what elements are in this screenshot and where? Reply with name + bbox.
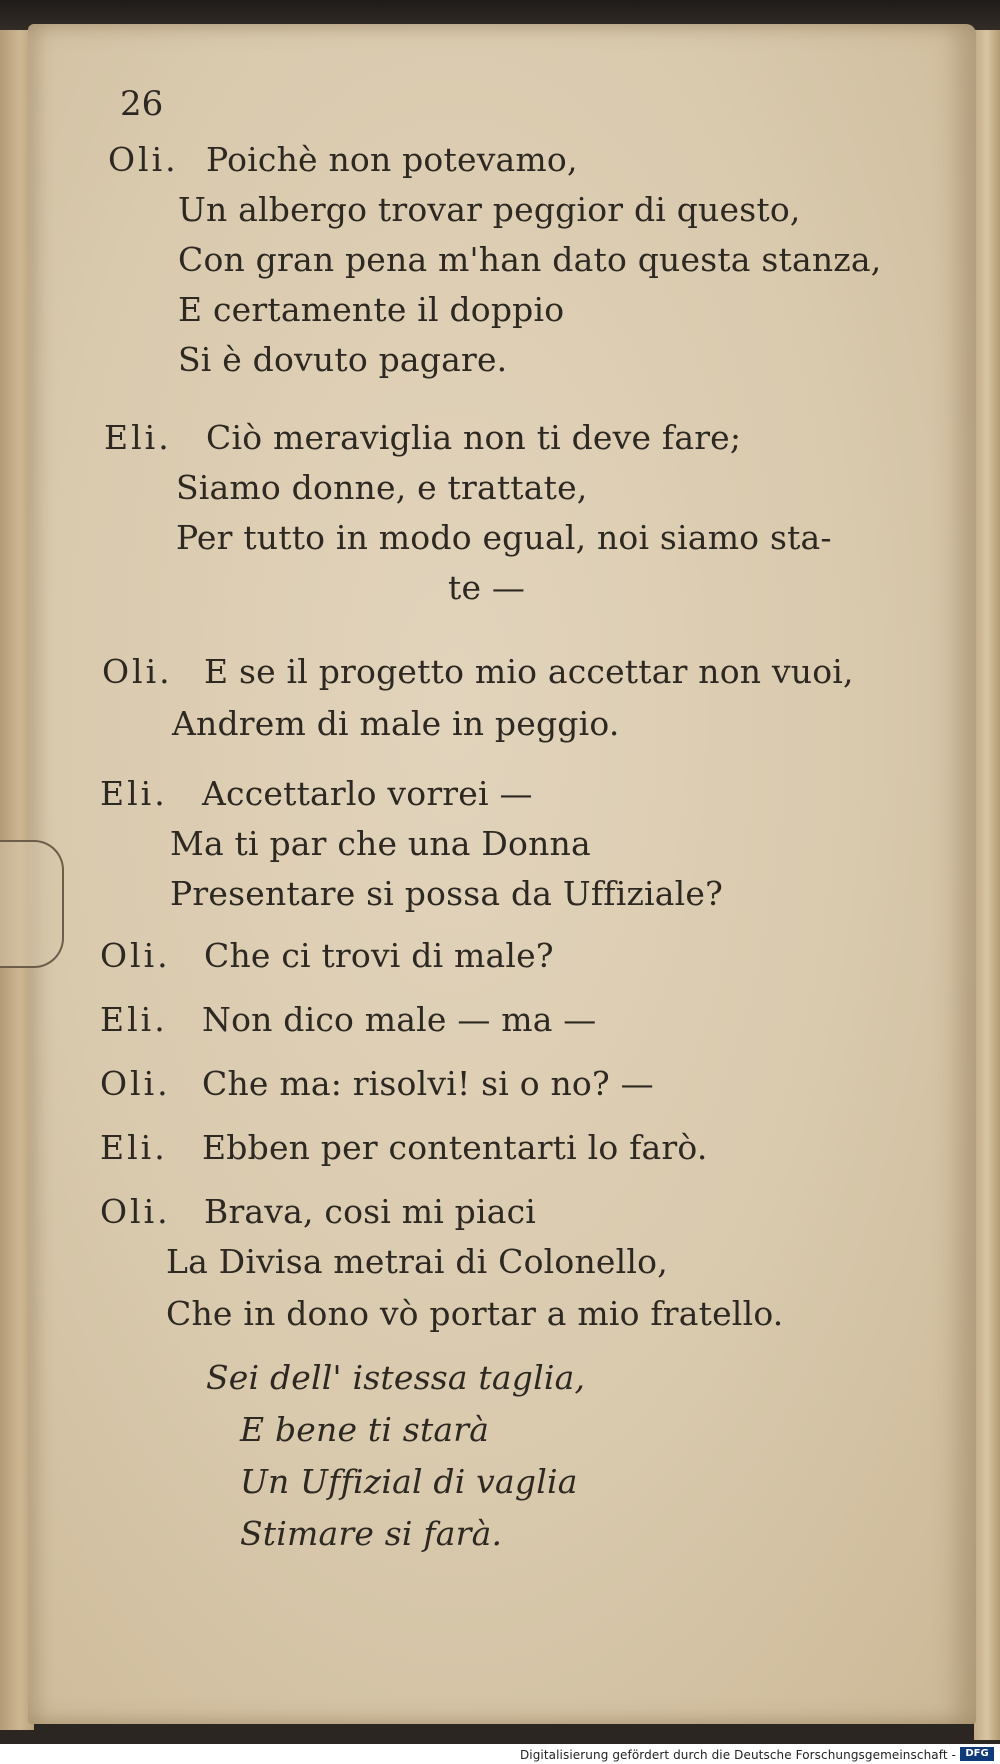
verse-line: Poichè non potevamo, bbox=[206, 140, 578, 179]
verse-line: Non dico male — ma — bbox=[202, 1000, 597, 1039]
verse-line: Ciò meraviglia non ti deve fare; bbox=[206, 418, 742, 457]
speaker-oli: Oli. bbox=[100, 936, 171, 975]
song-line: Sei dell' istessa taglia, bbox=[206, 1358, 586, 1397]
page-number: 26 bbox=[120, 84, 164, 124]
page-tab-marker bbox=[0, 840, 64, 968]
verse-line: Che ma: risolvi! si o no? — bbox=[202, 1064, 654, 1103]
speaker-oli: Oli. bbox=[108, 140, 179, 179]
verse-line: Ma ti par che una Donna bbox=[170, 824, 591, 863]
verse-line: E certamente il doppio bbox=[178, 290, 565, 329]
speaker-eli: Eli. bbox=[100, 1128, 168, 1167]
speaker-eli: Eli. bbox=[104, 418, 172, 457]
speaker-oli: Oli. bbox=[102, 652, 173, 691]
footer-credit: Digitalisierung gefördert durch die Deutsche Forschungsgemeinschaft - bbox=[519, 1748, 956, 1762]
verse-line: Si è dovuto pagare. bbox=[178, 340, 508, 379]
book-edge-right bbox=[974, 30, 1000, 1740]
verse-line: Che in dono vò portar a mio fratello. bbox=[166, 1294, 784, 1333]
verse-line: Un albergo trovar peggior di questo, bbox=[178, 190, 801, 229]
verse-line: Presentare si possa da Uffiziale? bbox=[170, 874, 724, 913]
speaker-eli: Eli. bbox=[100, 774, 168, 813]
dfg-logo: DFG bbox=[960, 1747, 994, 1761]
verse-line: Con gran pena m'han dato questa stanza, bbox=[178, 240, 882, 279]
verse-line: Ebben per contentarti lo farò. bbox=[202, 1128, 708, 1167]
verse-line: La Divisa metrai di Colonello, bbox=[166, 1242, 668, 1281]
verse-line: Brava, cosi mi piaci bbox=[204, 1192, 537, 1231]
verse-line: Accettarlo vorrei — bbox=[202, 774, 533, 813]
song-line: E bene ti starà bbox=[240, 1410, 490, 1449]
speaker-eli: Eli. bbox=[100, 1000, 168, 1039]
verse-line: Siamo donne, e trattate, bbox=[176, 468, 588, 507]
verse-line: E se il progetto mio accettar non vuoi, bbox=[204, 652, 854, 691]
verse-line: Per tutto in modo egual, noi siamo sta- bbox=[176, 518, 832, 557]
song-line: Stimare si farà. bbox=[240, 1514, 503, 1553]
song-line: Un Uffizial di vaglia bbox=[240, 1462, 578, 1501]
verse-line: Che ci trovi di male? bbox=[204, 936, 554, 975]
speaker-oli: Oli. bbox=[100, 1064, 171, 1103]
verse-line: Andrem di male in peggio. bbox=[172, 704, 620, 743]
verse-line: te — bbox=[448, 568, 526, 607]
speaker-oli: Oli. bbox=[100, 1192, 171, 1231]
